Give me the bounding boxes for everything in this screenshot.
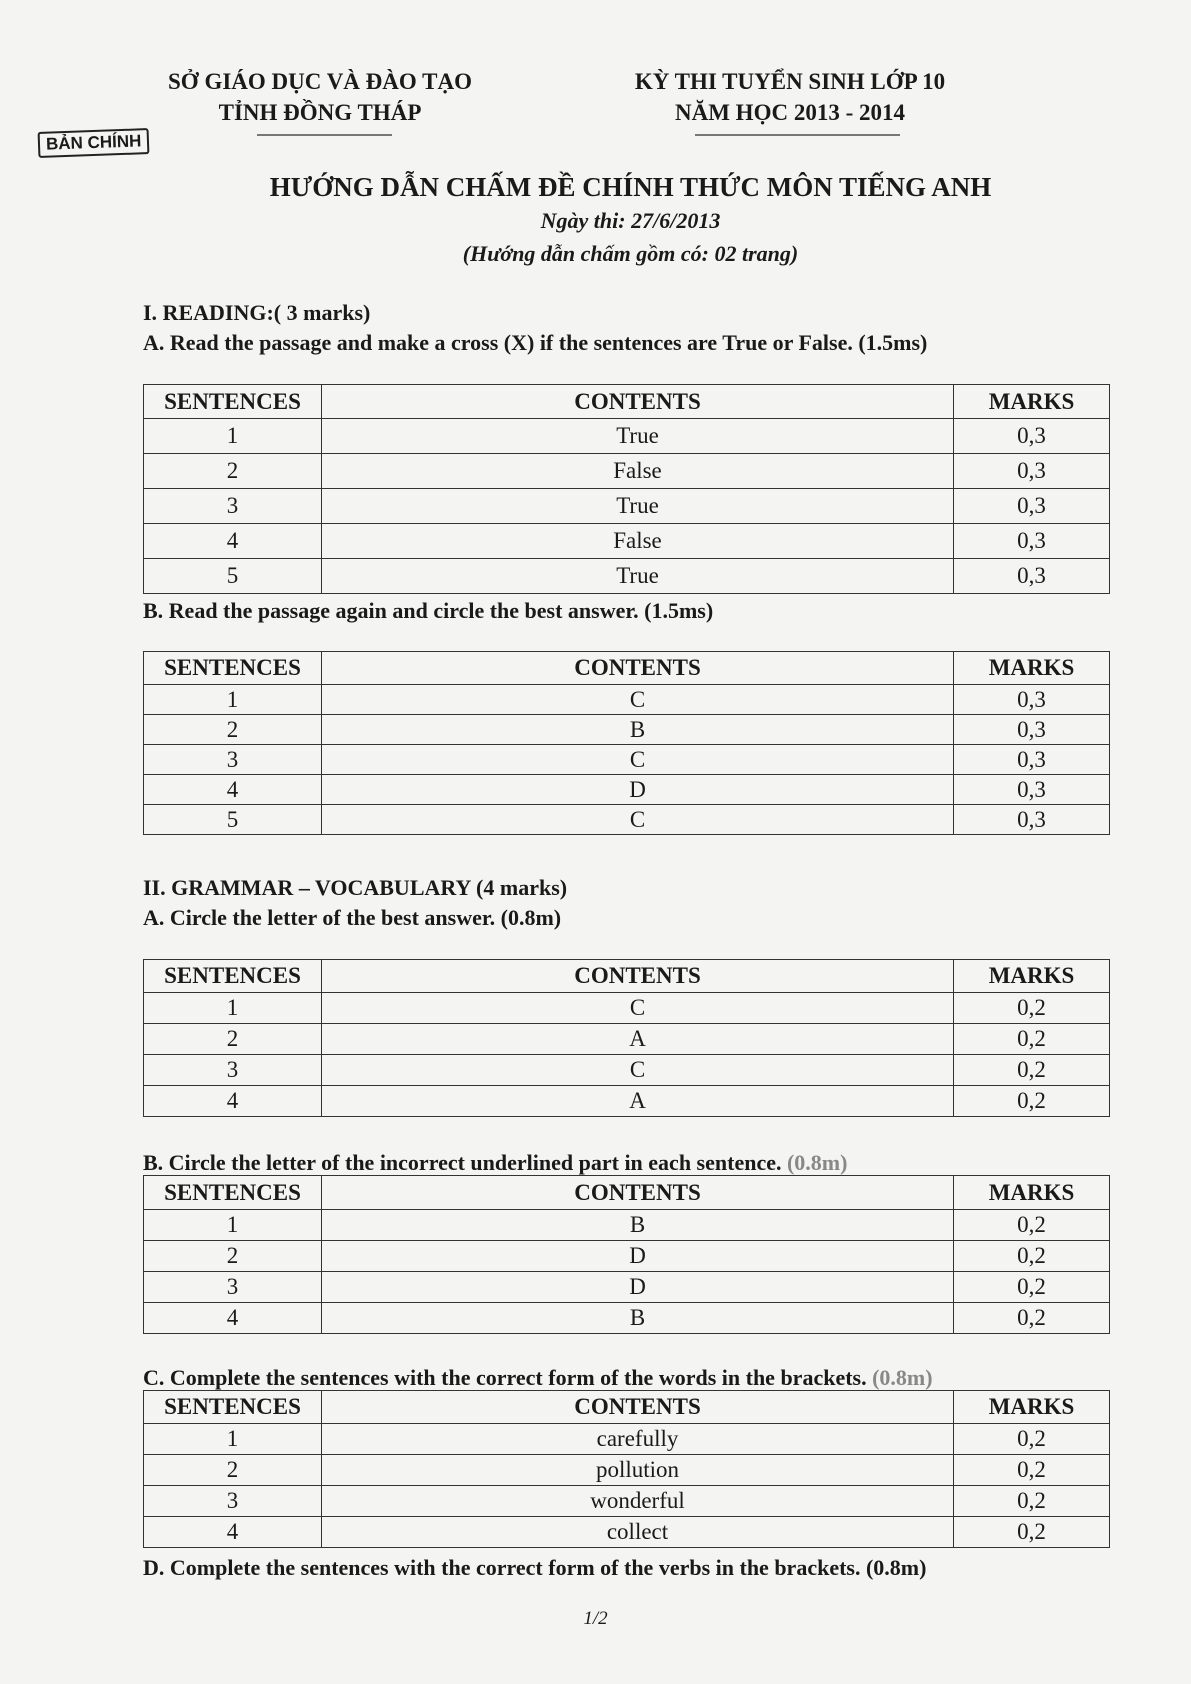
sentence-number: 3 xyxy=(144,489,322,524)
sentence-number: 1 xyxy=(144,1424,322,1455)
table-row xyxy=(144,993,1110,1024)
department-name: SỞ GIÁO DỤC VÀ ĐÀO TẠO xyxy=(168,69,472,94)
sentence-number: 1 xyxy=(144,993,322,1024)
section-grammar-b-text: B. Circle the letter of the incorrect underlined part in each sentence. xyxy=(143,1150,782,1175)
table-row xyxy=(144,685,1110,715)
answer-mark: 0,3 xyxy=(954,454,1110,489)
answer-content: B xyxy=(322,1303,954,1334)
header-contents: CONTENTS xyxy=(322,652,954,685)
table-row xyxy=(144,1272,1110,1303)
header-sentences: SENTENCES xyxy=(144,960,322,993)
answer-content: True xyxy=(322,559,954,594)
answer-mark: 0,3 xyxy=(954,745,1110,775)
header-marks: MARKS xyxy=(954,652,1110,685)
header-marks: MARKS xyxy=(954,960,1110,993)
table-header-row xyxy=(144,385,1110,419)
answer-table-grammar-c xyxy=(143,1390,1110,1548)
answer-content: B xyxy=(322,715,954,745)
table-row xyxy=(144,1241,1110,1272)
header-marks: MARKS xyxy=(954,1176,1110,1210)
table-row xyxy=(144,1486,1110,1517)
section-grammar-c-text: C. Complete the sentences with the correct form of the words in the brackets. xyxy=(143,1365,867,1390)
answer-content: pollution xyxy=(322,1455,954,1486)
sentence-number: 2 xyxy=(144,454,322,489)
table-header-row xyxy=(144,652,1110,685)
header-contents: CONTENTS xyxy=(322,1176,954,1210)
answer-content: C xyxy=(322,993,954,1024)
answer-mark: 0,2 xyxy=(954,1455,1110,1486)
table-row xyxy=(144,1086,1110,1117)
answer-content: A xyxy=(322,1086,954,1117)
section-reading-a: A. Read the passage and make a cross (X) if the sentences are True or False. (1.5ms) xyxy=(143,330,928,355)
table-row xyxy=(144,1303,1110,1334)
answer-mark: 0,2 xyxy=(954,1303,1110,1334)
section-grammar-b-marks: (0.8m) xyxy=(786,1150,848,1175)
answer-mark: 0,3 xyxy=(954,685,1110,715)
answer-content: carefully xyxy=(322,1424,954,1455)
sentence-number: 2 xyxy=(144,1241,322,1272)
sentence-number: 3 xyxy=(144,1055,322,1086)
exam-date: Ngày thi: 27/6/2013 xyxy=(540,208,721,233)
table-row xyxy=(144,745,1110,775)
header-sentences: SENTENCES xyxy=(144,385,322,419)
table-header-row xyxy=(144,960,1110,993)
sentence-number: 1 xyxy=(144,1210,322,1241)
section-grammar-d: D. Complete the sentences with the correct form of the verbs in the brackets. (0.8m) xyxy=(143,1555,927,1580)
answer-content: True xyxy=(322,419,954,454)
department-header xyxy=(160,66,480,128)
divider xyxy=(257,134,392,136)
table-row xyxy=(144,715,1110,745)
answer-content: B xyxy=(322,1210,954,1241)
answer-content: D xyxy=(322,1241,954,1272)
table-row xyxy=(144,419,1110,454)
sentence-number: 3 xyxy=(144,1272,322,1303)
answer-mark: 0,3 xyxy=(954,805,1110,835)
answer-mark: 0,2 xyxy=(954,1241,1110,1272)
sentence-number: 4 xyxy=(144,1086,322,1117)
page-count-note: (Hướng dẫn chấm gồm có: 02 trang) xyxy=(462,241,799,266)
header-marks: MARKS xyxy=(954,385,1110,419)
divider xyxy=(695,134,900,136)
sentence-number: 1 xyxy=(144,685,322,715)
table-row xyxy=(144,805,1110,835)
answer-table-grammar-b xyxy=(143,1175,1110,1334)
table-row xyxy=(144,1210,1110,1241)
page-number: 1/2 xyxy=(583,1608,608,1629)
section-grammar-a: A. Circle the letter of the best answer. (0.8m) xyxy=(143,905,562,930)
sentence-number: 4 xyxy=(144,1517,322,1548)
answer-mark: 0,2 xyxy=(954,993,1110,1024)
sentence-number: 3 xyxy=(144,1486,322,1517)
sentence-number: 5 xyxy=(144,559,322,594)
header-contents: CONTENTS xyxy=(322,1391,954,1424)
answer-mark: 0,3 xyxy=(954,419,1110,454)
table-row xyxy=(144,454,1110,489)
sentence-number: 4 xyxy=(144,524,322,559)
answer-mark: 0,2 xyxy=(954,1486,1110,1517)
answer-content: False xyxy=(322,524,954,559)
answer-mark: 0,3 xyxy=(954,715,1110,745)
exam-header xyxy=(600,66,980,128)
section-reading: I. READING:( 3 marks) xyxy=(143,300,371,325)
answer-content: C xyxy=(322,685,954,715)
header-sentences: SENTENCES xyxy=(144,1176,322,1210)
header-contents: CONTENTS xyxy=(322,385,954,419)
answer-content: D xyxy=(322,775,954,805)
section-grammar-b xyxy=(143,1150,847,1176)
table-row xyxy=(144,524,1110,559)
table-row xyxy=(144,489,1110,524)
sentence-number: 3 xyxy=(144,745,322,775)
section-grammar-c xyxy=(143,1365,933,1391)
answer-table-grammar-a xyxy=(143,959,1110,1117)
sentence-number: 2 xyxy=(144,1024,322,1055)
table-row xyxy=(144,1055,1110,1086)
section-grammar: II. GRAMMAR – VOCABULARY (4 marks) xyxy=(143,875,568,900)
answer-content: False xyxy=(322,454,954,489)
answer-content: D xyxy=(322,1272,954,1303)
answer-content: C xyxy=(322,745,954,775)
table-row xyxy=(144,1024,1110,1055)
answer-mark: 0,3 xyxy=(954,524,1110,559)
answer-mark: 0,3 xyxy=(954,775,1110,805)
exam-name: KỲ THI TUYỂN SINH LỚP 10 xyxy=(634,69,946,94)
answer-table-reading-b xyxy=(143,651,1110,835)
answer-content: collect xyxy=(322,1517,954,1548)
answer-mark: 0,2 xyxy=(954,1424,1110,1455)
table-header-row xyxy=(144,1391,1110,1424)
answer-content: C xyxy=(322,1055,954,1086)
sentence-number: 5 xyxy=(144,805,322,835)
sentence-number: 2 xyxy=(144,1455,322,1486)
school-year: NĂM HỌC 2013 - 2014 xyxy=(675,100,905,125)
answer-content: A xyxy=(322,1024,954,1055)
answer-content: True xyxy=(322,489,954,524)
header-marks: MARKS xyxy=(954,1391,1110,1424)
table-row xyxy=(144,1424,1110,1455)
answer-mark: 0,2 xyxy=(954,1086,1110,1117)
header-sentences: SENTENCES xyxy=(144,652,322,685)
answer-table-reading-a xyxy=(143,384,1110,594)
sentence-number: 4 xyxy=(144,775,322,805)
answer-mark: 0,3 xyxy=(954,559,1110,594)
answer-mark: 0,2 xyxy=(954,1517,1110,1548)
sentence-number: 1 xyxy=(144,419,322,454)
header-contents: CONTENTS xyxy=(322,960,954,993)
table-row xyxy=(144,559,1110,594)
province-name: TỈNH ĐỒNG THÁP xyxy=(218,100,422,125)
answer-mark: 0,2 xyxy=(954,1210,1110,1241)
table-header-row xyxy=(144,1176,1110,1210)
table-row xyxy=(144,1517,1110,1548)
sentence-number: 4 xyxy=(144,1303,322,1334)
answer-mark: 0,2 xyxy=(954,1272,1110,1303)
original-stamp: BẢN CHÍNH xyxy=(38,128,150,158)
section-grammar-c-marks: (0.8m) xyxy=(872,1365,933,1390)
document-title: HƯỚNG DẪN CHẤM ĐỀ CHÍNH THỨC MÔN TIẾNG ANH xyxy=(269,172,992,202)
answer-content: wonderful xyxy=(322,1486,954,1517)
answer-mark: 0,2 xyxy=(954,1055,1110,1086)
table-row xyxy=(144,1455,1110,1486)
header-sentences: SENTENCES xyxy=(144,1391,322,1424)
table-row xyxy=(144,775,1110,805)
answer-mark: 0,3 xyxy=(954,489,1110,524)
section-reading-b: B. Read the passage again and circle the best answer. (1.5ms) xyxy=(143,598,714,623)
sentence-number: 2 xyxy=(144,715,322,745)
answer-content: C xyxy=(322,805,954,835)
answer-mark: 0,2 xyxy=(954,1024,1110,1055)
